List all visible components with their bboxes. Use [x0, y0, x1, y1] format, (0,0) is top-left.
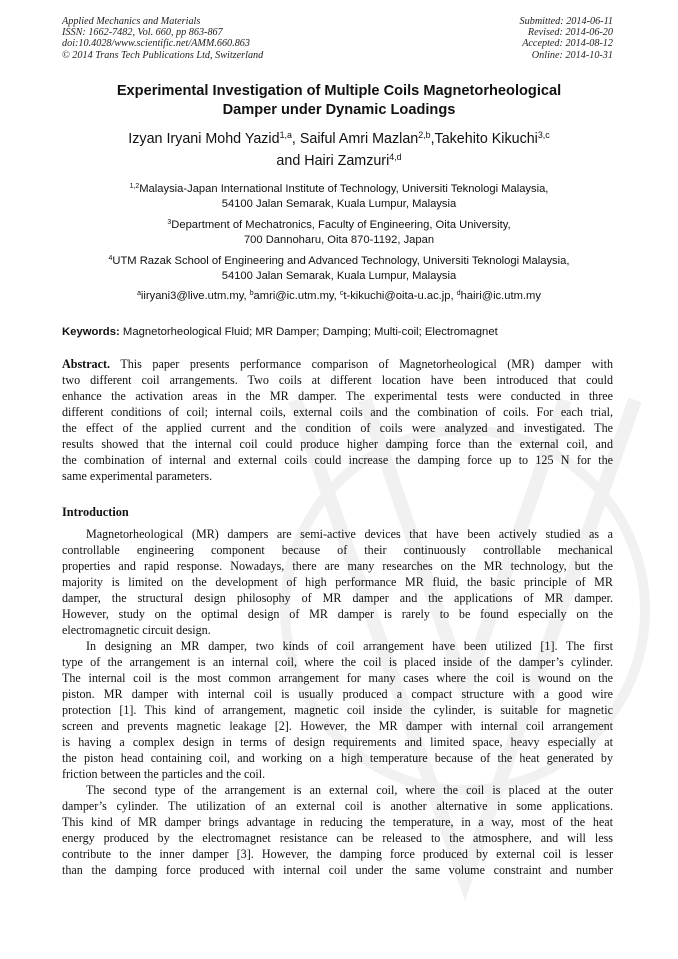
email-address[interactable]: t-kikuchi@oita-u.ac.jp,	[343, 290, 454, 302]
abstract-line: same experimental parameters.	[62, 469, 213, 483]
body-line: damper, the structural design philosophy of MR damper and the applications of MR damper.	[62, 591, 613, 605]
email-address[interactable]: iiryani3@live.utm.my,	[140, 290, 247, 302]
affiliation-line: Department of Mechatronics, Faculty of Engineering, Oita University,	[171, 219, 511, 231]
online-date: Online: 2014-10-31	[531, 49, 613, 61]
journal-info	[62, 16, 263, 61]
journal-copyright: © 2014 Trans Tech Publications Ltd, Switzerland	[62, 49, 264, 61]
affiliation-line: Malaysia-Japan International Institute of Technology, Universiti Teknologi Malaysia,	[139, 183, 549, 195]
abstract-line: enhance the activation areas in the MR damper. The experimental tests were conducted in three	[62, 389, 613, 403]
body-line: the piston head containing coil, and working on a high temperature because of the heat generated by	[62, 751, 613, 765]
author-name: Hairi Zamzuri	[304, 153, 390, 169]
email-sup: d	[456, 290, 461, 298]
journal-issn: ISSN: 1662-7482, Vol. 660, pp 863-867	[62, 27, 223, 39]
author-name: Izyan Iryani Mohd Yazid	[128, 131, 280, 147]
body-line: In designing an MR damper, two kinds of coil arrangement have been utilized [1]. The first	[86, 639, 613, 653]
body-line: This kind of MR damper brings advantage in reducing the temperature, in a way, most of the heat	[62, 815, 613, 829]
abstract-line: the combination of internal and external coils could increase the damping force up to 125 N for the	[62, 453, 613, 467]
body-line: majority is limited on the development of high performance MR fluid, the basic principle of MR	[62, 575, 613, 589]
abstract-label: Abstract.	[62, 357, 111, 371]
body-line: electromagnetic circuit design.	[62, 623, 211, 637]
affiliation	[60, 182, 618, 212]
body-line: The second type of the arrangement is an external coil, where the coil is placed at the outer	[86, 783, 613, 797]
affiliation-line: UTM Razak School of Engineering and Advanced Technology, Universiti Teknologi Malaysia,	[112, 255, 570, 267]
keywords-label: Keywords:	[62, 326, 120, 338]
body-line: damper’s cylinder. The utilization of an external coil is another alternative in some applications.	[62, 799, 613, 813]
submitted-date: Submitted: 2014-06-11	[519, 16, 613, 27]
body-line: Magnetorheological (MR) dampers are semi-active devices that have been actively studied as a	[86, 527, 613, 541]
body-line: energy produced by the electromagnet resistance can be released to the atmosphere, and will less	[62, 831, 613, 845]
section-heading: Introduction	[62, 505, 129, 519]
body-line: controllable engineering component because of their continuously controllable mechanical	[62, 543, 613, 557]
body-line: properties and rapid response. Nowadays, there are many researches on the MR technology, but the	[62, 559, 613, 573]
email-address[interactable]: hairi@ic.utm.my	[460, 290, 541, 302]
keywords	[62, 325, 618, 340]
affiliation-sup: 4	[108, 255, 113, 263]
paper-title	[60, 82, 618, 120]
keywords-text: Magnetorheological Fluid; MR Damper; Damping; Multi-coil; Electromagnet	[122, 326, 498, 338]
title-line: Experimental Investigation of Multiple Coils Magnetorheological	[116, 83, 562, 99]
title-line: Damper under Dynamic Loadings	[222, 102, 456, 118]
accepted-date: Accepted: 2014-08-12	[522, 38, 613, 50]
body-line: piston. MR damper with internal coil is usually produced a compact structure with a good wire	[62, 687, 613, 701]
revised-date: Revised: 2014-06-20	[527, 27, 613, 39]
abstract-line: different conditions of coil; internal coils, external coils and the combination of coils. For each trial,	[62, 405, 613, 419]
author-name: Saiful Amri Mazlan	[299, 131, 419, 147]
author-sup: 2,b	[418, 130, 431, 141]
email-list	[60, 289, 618, 304]
email-address[interactable]: amri@ic.utm.my,	[253, 290, 337, 302]
author-list: Izyan Iryani Mohd Yazid$^{1,a}$, Saiful Amri Mazlan$^{2,b}$,Takehito Kikuchi$^{3,c}$ and Hairi Zamzuri$^{4,d}$	[128, 130, 550, 169]
body-line: than the damping force produced with internal coil under the same volume constraint and number	[62, 863, 613, 877]
author-sup: 4,d	[389, 152, 402, 163]
body-line: is having a complex design in terms of design requirements and limited space, heavy especially at	[62, 735, 613, 749]
body-line: contribute to the inner damper [3]. However, the damping force produced by external coil is lesser	[62, 847, 613, 861]
affiliation-line: 54100 Jalan Semarak, Kuala Lumpur, Malaysia	[221, 270, 457, 282]
body-line: protection [1]. This kind of arrangement, magnetic coil inside the cylinder, is suitable for magnetic	[62, 703, 613, 717]
author-name: Takehito Kikuchi	[434, 131, 538, 147]
abstract-line: the effect of the applied current and the condition of coils were analyzed and investigated. The	[62, 421, 613, 435]
affiliation	[60, 254, 618, 284]
abstract-line: results showed that the internal coil could produce higher damping force than the external coil, and	[62, 437, 613, 451]
journal-name: Applied Mechanics and Materials	[62, 16, 201, 27]
publication-dates	[520, 16, 613, 61]
email-sup: a	[137, 290, 141, 298]
email-sup: c	[339, 290, 344, 298]
body-line: However, study on the optimal design of MR damper is rarely to be found especially on the	[62, 607, 613, 621]
affiliation-sup: 3	[167, 219, 172, 227]
abstract-text: This paper presents performance comparison of Magnetorheological (MR) damper with	[120, 357, 613, 371]
body-line: The internal coil is the most common arrangement for many cases where the coil is wound on the	[62, 671, 613, 685]
email-sup: b	[249, 290, 254, 298]
body-line: friction between the particles and the coil.	[62, 767, 266, 781]
affiliation	[60, 218, 618, 248]
affiliation-sup: 1,2	[129, 183, 140, 191]
journal-doi: doi:10.4028/www.scientific.net/AMM.660.863	[62, 38, 250, 50]
abstract-line	[62, 356, 613, 372]
affiliation-line: 700 Dannoharu, Oita 870-1192, Japan	[243, 234, 435, 246]
body-line: screen and prevents magnetic leakage [2]. However, the MR damper with internal coil arrangement	[62, 719, 613, 733]
affiliation-line: 54100 Jalan Semarak, Kuala Lumpur, Malaysia	[221, 198, 457, 210]
abstract-line: two different coil arrangements. Two coils at different location have been introduced that could	[62, 373, 613, 387]
author-sup: 1,a	[279, 130, 292, 141]
body-line: type of the arrangement is an internal coil, where the coil is placed inside of the damper’s cylinder.	[62, 655, 613, 669]
author-sup: 3,c	[537, 130, 550, 141]
